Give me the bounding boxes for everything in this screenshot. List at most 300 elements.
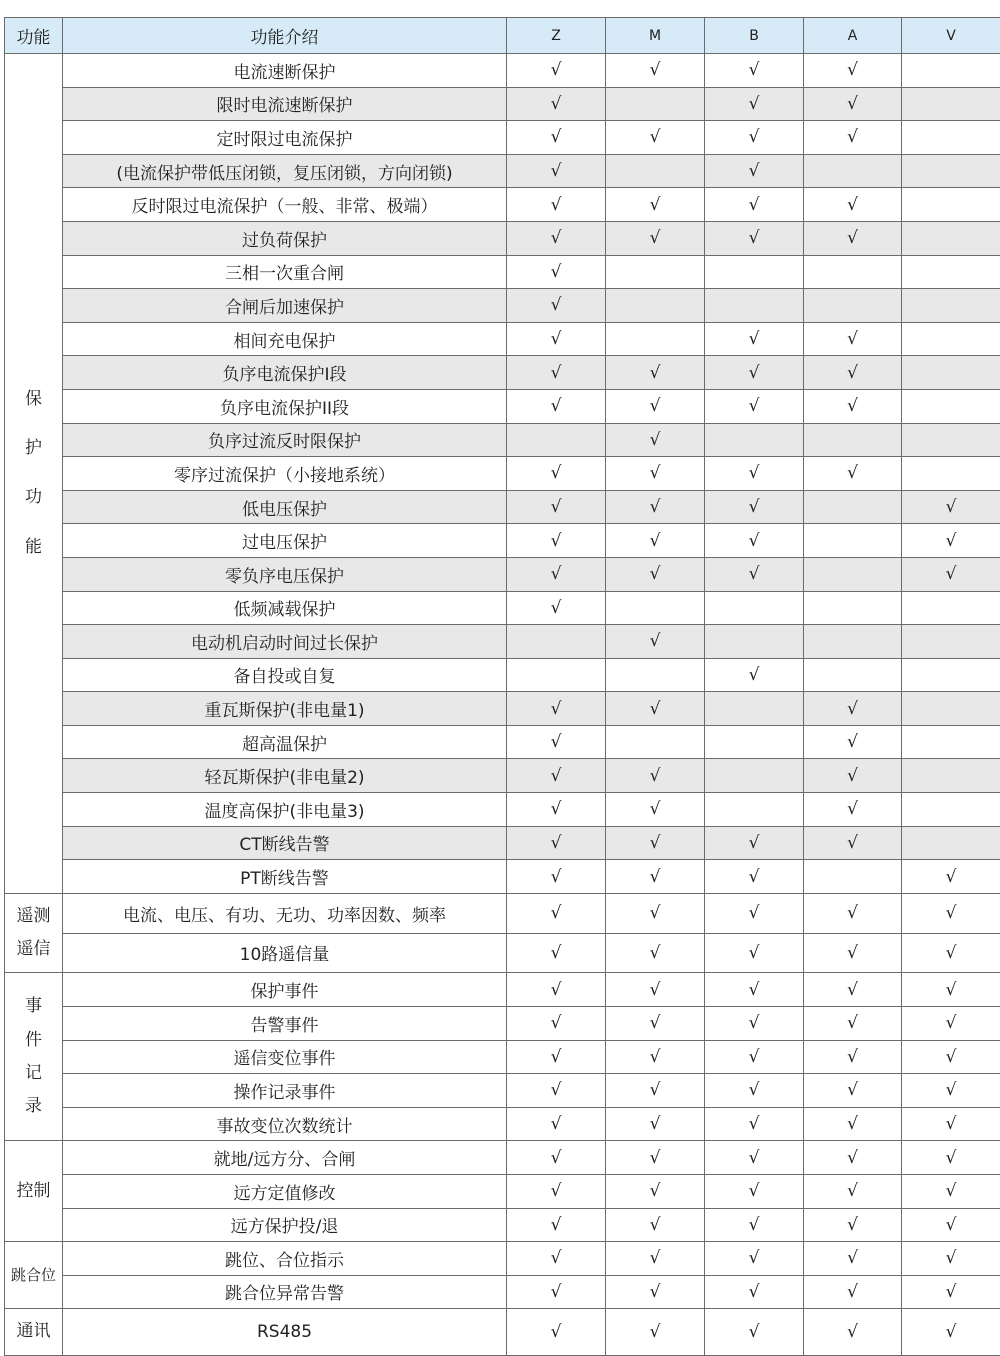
- category-char: 录: [5, 1096, 62, 1117]
- check-mark-m: √: [606, 893, 705, 933]
- check-mark-z: √: [507, 322, 606, 356]
- table-row: [5, 356, 1000, 390]
- check-mark-z: √: [507, 973, 606, 1007]
- header-model-a: A: [804, 18, 902, 54]
- check-mark-b: √: [705, 973, 804, 1007]
- check-mark-b: [705, 423, 804, 457]
- check-mark-m: √: [606, 1208, 705, 1242]
- check-mark-z: √: [507, 490, 606, 524]
- check-mark-a: √: [804, 87, 902, 121]
- check-mark-v: [902, 121, 1000, 155]
- category-char: 遥信: [5, 939, 62, 960]
- category-char: 通讯: [5, 1321, 62, 1342]
- check-mark-a: √: [804, 1141, 902, 1175]
- feature-name: 电流、电压、有功、无功、功率因数、频率: [63, 893, 507, 933]
- check-mark-m: [606, 322, 705, 356]
- check-mark-b: √: [705, 893, 804, 933]
- check-mark-b: √: [705, 1141, 804, 1175]
- check-mark-m: [606, 725, 705, 759]
- feature-name: 轻瓦斯保护(非电量2): [63, 759, 507, 793]
- table-row: [5, 793, 1000, 827]
- check-mark-m: √: [606, 973, 705, 1007]
- check-mark-a: [804, 289, 902, 323]
- check-mark-z: [507, 423, 606, 457]
- check-mark-b: √: [705, 1242, 804, 1276]
- category-char: 保: [5, 389, 62, 410]
- check-mark-m: √: [606, 1309, 705, 1355]
- check-mark-b: √: [705, 154, 804, 188]
- check-mark-b: √: [705, 1174, 804, 1208]
- feature-name: 保护事件: [63, 973, 507, 1007]
- check-mark-m: √: [606, 188, 705, 222]
- table-row: [5, 1107, 1000, 1141]
- check-mark-a: √: [804, 457, 902, 491]
- check-mark-m: √: [606, 860, 705, 894]
- check-mark-v: [902, 188, 1000, 222]
- check-mark-b: √: [705, 356, 804, 390]
- table-row: [5, 423, 1000, 457]
- category-char: 护: [5, 438, 62, 459]
- header-feature: 功能介绍: [63, 18, 507, 54]
- check-mark-b: [705, 591, 804, 625]
- check-mark-v: √: [902, 973, 1000, 1007]
- check-mark-z: √: [507, 457, 606, 491]
- check-mark-v: √: [902, 1208, 1000, 1242]
- check-mark-b: √: [705, 1309, 804, 1355]
- header-model-b: B: [705, 18, 804, 54]
- table-row: [5, 591, 1000, 625]
- check-mark-m: √: [606, 221, 705, 255]
- check-mark-b: √: [705, 1006, 804, 1040]
- check-mark-b: √: [705, 933, 804, 973]
- check-mark-a: [804, 524, 902, 558]
- table-row: [5, 524, 1000, 558]
- check-mark-z: √: [507, 1242, 606, 1276]
- check-mark-v: √: [902, 1141, 1000, 1175]
- feature-name: 重瓦斯保护(非电量1): [63, 692, 507, 726]
- feature-name: 就地/远方分、合闸: [63, 1141, 507, 1175]
- check-mark-a: √: [804, 389, 902, 423]
- check-mark-a: √: [804, 725, 902, 759]
- check-mark-m: √: [606, 1074, 705, 1108]
- feature-name: 遥信变位事件: [63, 1040, 507, 1074]
- check-mark-z: [507, 625, 606, 659]
- check-mark-a: [804, 490, 902, 524]
- check-mark-v: √: [902, 1242, 1000, 1276]
- table-row: [5, 154, 1000, 188]
- check-mark-b: √: [705, 557, 804, 591]
- category-char: 事: [5, 996, 62, 1017]
- feature-name: 远方保护投/退: [63, 1208, 507, 1242]
- check-mark-m: √: [606, 1242, 705, 1276]
- feature-name: 远方定值修改: [63, 1174, 507, 1208]
- category-label: [5, 906, 62, 961]
- check-mark-b: √: [705, 457, 804, 491]
- check-mark-v: √: [902, 1275, 1000, 1309]
- check-mark-z: √: [507, 1107, 606, 1141]
- category-label: [5, 1321, 62, 1342]
- check-mark-z: √: [507, 591, 606, 625]
- check-mark-m: √: [606, 524, 705, 558]
- table-row: [5, 933, 1000, 973]
- check-mark-b: [705, 725, 804, 759]
- table-row: [5, 1242, 1000, 1276]
- table-row: [5, 860, 1000, 894]
- check-mark-v: [902, 591, 1000, 625]
- check-mark-z: √: [507, 255, 606, 289]
- feature-table: [4, 17, 1000, 1356]
- check-mark-z: √: [507, 1275, 606, 1309]
- check-mark-v: √: [902, 490, 1000, 524]
- check-mark-v: [902, 692, 1000, 726]
- feature-name: 超高温保护: [63, 725, 507, 759]
- feature-name: 负序电流保护II段: [63, 389, 507, 423]
- feature-name: (电流保护带低压闭锁，复压闭锁，方向闭锁): [63, 154, 507, 188]
- check-mark-v: [902, 356, 1000, 390]
- check-mark-b: √: [705, 188, 804, 222]
- check-mark-b: √: [705, 1208, 804, 1242]
- check-mark-a: [804, 591, 902, 625]
- check-mark-b: [705, 793, 804, 827]
- check-mark-v: [902, 826, 1000, 860]
- check-mark-a: √: [804, 221, 902, 255]
- check-mark-m: √: [606, 54, 705, 88]
- feature-name: 电流速断保护: [63, 54, 507, 88]
- table-row: [5, 54, 1000, 88]
- header-model-v: V: [902, 18, 1000, 54]
- category-cell: [5, 54, 63, 894]
- check-mark-b: √: [705, 121, 804, 155]
- check-mark-b: √: [705, 1074, 804, 1108]
- check-mark-z: √: [507, 725, 606, 759]
- check-mark-v: [902, 289, 1000, 323]
- table-row: [5, 1309, 1000, 1355]
- check-mark-b: [705, 255, 804, 289]
- category-label: [5, 1266, 62, 1285]
- feature-name: 反时限过电流保护（一般、非常、极端）: [63, 188, 507, 222]
- header-model-m: M: [606, 18, 705, 54]
- feature-name: 相间充电保护: [63, 322, 507, 356]
- feature-name: 定时限过电流保护: [63, 121, 507, 155]
- check-mark-a: [804, 625, 902, 659]
- table-row: [5, 322, 1000, 356]
- category-char: 记: [5, 1063, 62, 1084]
- check-mark-m: √: [606, 457, 705, 491]
- category-cell: [5, 893, 63, 973]
- check-mark-a: √: [804, 1208, 902, 1242]
- check-mark-v: √: [902, 1074, 1000, 1108]
- check-mark-z: √: [507, 759, 606, 793]
- feature-name: 操作记录事件: [63, 1074, 507, 1108]
- check-mark-v: [902, 457, 1000, 491]
- check-mark-m: √: [606, 389, 705, 423]
- check-mark-a: √: [804, 759, 902, 793]
- category-char: 控制: [5, 1181, 62, 1202]
- check-mark-z: √: [507, 154, 606, 188]
- feature-name: 备自投或自复: [63, 658, 507, 692]
- check-mark-m: √: [606, 121, 705, 155]
- check-mark-m: [606, 255, 705, 289]
- table-row: [5, 1174, 1000, 1208]
- check-mark-a: √: [804, 121, 902, 155]
- category-char: 件: [5, 1030, 62, 1051]
- check-mark-z: √: [507, 826, 606, 860]
- check-mark-m: √: [606, 1107, 705, 1141]
- check-mark-v: √: [902, 1107, 1000, 1141]
- check-mark-z: √: [507, 54, 606, 88]
- check-mark-a: √: [804, 933, 902, 973]
- check-mark-z: √: [507, 793, 606, 827]
- check-mark-a: [804, 658, 902, 692]
- check-mark-v: √: [902, 1174, 1000, 1208]
- check-mark-m: √: [606, 1141, 705, 1175]
- check-mark-v: √: [902, 893, 1000, 933]
- feature-name: 负序电流保护I段: [63, 356, 507, 390]
- check-mark-a: √: [804, 322, 902, 356]
- check-mark-v: [902, 725, 1000, 759]
- check-mark-a: [804, 255, 902, 289]
- check-mark-m: √: [606, 793, 705, 827]
- check-mark-z: √: [507, 1141, 606, 1175]
- table-row: [5, 255, 1000, 289]
- table-row: [5, 87, 1000, 121]
- check-mark-z: √: [507, 221, 606, 255]
- check-mark-a: √: [804, 973, 902, 1007]
- check-mark-m: √: [606, 692, 705, 726]
- table-row: [5, 1074, 1000, 1108]
- feature-name: 跳合位异常告警: [63, 1275, 507, 1309]
- check-mark-b: √: [705, 87, 804, 121]
- check-mark-m: √: [606, 423, 705, 457]
- table-row: [5, 826, 1000, 860]
- table-row: [5, 658, 1000, 692]
- check-mark-v: √: [902, 1309, 1000, 1355]
- check-mark-a: √: [804, 692, 902, 726]
- category-char: 能: [5, 537, 62, 558]
- check-mark-b: √: [705, 524, 804, 558]
- check-mark-v: [902, 625, 1000, 659]
- category-label: [5, 996, 62, 1117]
- table-row: [5, 389, 1000, 423]
- check-mark-b: [705, 759, 804, 793]
- check-mark-b: √: [705, 389, 804, 423]
- check-mark-a: √: [804, 1309, 902, 1355]
- table-row: [5, 759, 1000, 793]
- category-cell: [5, 973, 63, 1141]
- check-mark-a: √: [804, 1074, 902, 1108]
- check-mark-b: [705, 692, 804, 726]
- feature-name: 过电压保护: [63, 524, 507, 558]
- feature-name: 限时电流速断保护: [63, 87, 507, 121]
- table-row: [5, 557, 1000, 591]
- category-label: [5, 1181, 62, 1202]
- check-mark-a: [804, 423, 902, 457]
- feature-name: 跳位、合位指示: [63, 1242, 507, 1276]
- header-model-z: Z: [507, 18, 606, 54]
- check-mark-a: √: [804, 893, 902, 933]
- check-mark-m: √: [606, 1174, 705, 1208]
- check-mark-v: √: [902, 557, 1000, 591]
- table-row: [5, 973, 1000, 1007]
- check-mark-m: √: [606, 826, 705, 860]
- check-mark-z: √: [507, 1074, 606, 1108]
- category-char: 跳合位: [5, 1266, 62, 1285]
- check-mark-b: √: [705, 826, 804, 860]
- check-mark-m: √: [606, 1275, 705, 1309]
- check-mark-z: √: [507, 289, 606, 323]
- check-mark-b: √: [705, 221, 804, 255]
- table-row: [5, 1275, 1000, 1309]
- check-mark-b: √: [705, 490, 804, 524]
- check-mark-a: √: [804, 356, 902, 390]
- feature-name: 零负序电压保护: [63, 557, 507, 591]
- table-row: [5, 289, 1000, 323]
- check-mark-v: [902, 793, 1000, 827]
- check-mark-m: √: [606, 356, 705, 390]
- check-mark-m: [606, 658, 705, 692]
- check-mark-v: √: [902, 524, 1000, 558]
- feature-name: 低电压保护: [63, 490, 507, 524]
- check-mark-m: √: [606, 759, 705, 793]
- check-mark-z: √: [507, 1309, 606, 1355]
- check-mark-a: [804, 860, 902, 894]
- check-mark-a: √: [804, 1275, 902, 1309]
- check-mark-a: √: [804, 1040, 902, 1074]
- feature-name: PT断线告警: [63, 860, 507, 894]
- check-mark-a: [804, 154, 902, 188]
- check-mark-m: √: [606, 490, 705, 524]
- table-row: [5, 625, 1000, 659]
- check-mark-b: √: [705, 1275, 804, 1309]
- feature-name: 负序过流反时限保护: [63, 423, 507, 457]
- check-mark-v: [902, 759, 1000, 793]
- check-mark-z: √: [507, 87, 606, 121]
- check-mark-m: √: [606, 933, 705, 973]
- feature-name: 零序过流保护（小接地系统）: [63, 457, 507, 491]
- check-mark-m: √: [606, 625, 705, 659]
- check-mark-v: [902, 255, 1000, 289]
- check-mark-a: √: [804, 793, 902, 827]
- header-row: [5, 18, 1000, 54]
- check-mark-z: √: [507, 933, 606, 973]
- check-mark-a: √: [804, 1242, 902, 1276]
- check-mark-m: √: [606, 1006, 705, 1040]
- feature-name: 合闸后加速保护: [63, 289, 507, 323]
- table-row: [5, 121, 1000, 155]
- category-cell: [5, 1242, 63, 1309]
- check-mark-v: [902, 322, 1000, 356]
- check-mark-v: [902, 658, 1000, 692]
- check-mark-z: √: [507, 893, 606, 933]
- check-mark-z: √: [507, 692, 606, 726]
- category-char: 遥测: [5, 906, 62, 927]
- check-mark-z: √: [507, 860, 606, 894]
- table-row: [5, 1141, 1000, 1175]
- check-mark-a: √: [804, 826, 902, 860]
- check-mark-b: [705, 625, 804, 659]
- check-mark-v: [902, 389, 1000, 423]
- check-mark-v: [902, 87, 1000, 121]
- table-row: [5, 725, 1000, 759]
- check-mark-v: [902, 221, 1000, 255]
- category-label: [5, 389, 62, 558]
- check-mark-b: √: [705, 54, 804, 88]
- category-cell: [5, 1309, 63, 1355]
- check-mark-z: √: [507, 1040, 606, 1074]
- table-row: [5, 457, 1000, 491]
- table-row: [5, 1208, 1000, 1242]
- check-mark-z: √: [507, 356, 606, 390]
- check-mark-z: √: [507, 121, 606, 155]
- table-row: [5, 221, 1000, 255]
- check-mark-z: √: [507, 524, 606, 558]
- feature-name: 三相一次重合闸: [63, 255, 507, 289]
- feature-name: 10路遥信量: [63, 933, 507, 973]
- check-mark-z: √: [507, 1006, 606, 1040]
- check-mark-b: √: [705, 1040, 804, 1074]
- feature-name: CT断线告警: [63, 826, 507, 860]
- check-mark-v: √: [902, 1040, 1000, 1074]
- feature-name: 低频减载保护: [63, 591, 507, 625]
- feature-name: 电动机启动时间过长保护: [63, 625, 507, 659]
- check-mark-v: √: [902, 860, 1000, 894]
- table-row: [5, 1006, 1000, 1040]
- check-mark-b: [705, 289, 804, 323]
- check-mark-m: [606, 591, 705, 625]
- check-mark-m: √: [606, 557, 705, 591]
- feature-name: 事故变位次数统计: [63, 1107, 507, 1141]
- check-mark-m: √: [606, 1040, 705, 1074]
- check-mark-b: √: [705, 1107, 804, 1141]
- check-mark-v: [902, 54, 1000, 88]
- category-char: 功: [5, 487, 62, 508]
- check-mark-m: [606, 289, 705, 323]
- check-mark-z: √: [507, 1208, 606, 1242]
- check-mark-a: √: [804, 1174, 902, 1208]
- feature-name: 告警事件: [63, 1006, 507, 1040]
- header-category: 功能: [5, 18, 63, 54]
- check-mark-b: √: [705, 860, 804, 894]
- check-mark-z: [507, 658, 606, 692]
- check-mark-m: [606, 154, 705, 188]
- check-mark-a: √: [804, 1107, 902, 1141]
- check-mark-z: √: [507, 1174, 606, 1208]
- check-mark-a: √: [804, 188, 902, 222]
- feature-name: 温度高保护(非电量3): [63, 793, 507, 827]
- check-mark-v: √: [902, 933, 1000, 973]
- feature-name: 过负荷保护: [63, 221, 507, 255]
- check-mark-a: √: [804, 54, 902, 88]
- check-mark-v: [902, 423, 1000, 457]
- check-mark-a: [804, 557, 902, 591]
- check-mark-a: √: [804, 1006, 902, 1040]
- check-mark-b: √: [705, 658, 804, 692]
- check-mark-v: √: [902, 1006, 1000, 1040]
- check-mark-b: √: [705, 322, 804, 356]
- category-cell: [5, 1141, 63, 1242]
- table-row: [5, 893, 1000, 933]
- table-row: [5, 188, 1000, 222]
- table-row: [5, 1040, 1000, 1074]
- check-mark-z: √: [507, 389, 606, 423]
- check-mark-z: √: [507, 557, 606, 591]
- feature-name: RS485: [63, 1309, 507, 1355]
- check-mark-m: [606, 87, 705, 121]
- table-row: [5, 490, 1000, 524]
- feature-table-body: [5, 54, 1000, 1356]
- check-mark-z: √: [507, 188, 606, 222]
- table-row: [5, 692, 1000, 726]
